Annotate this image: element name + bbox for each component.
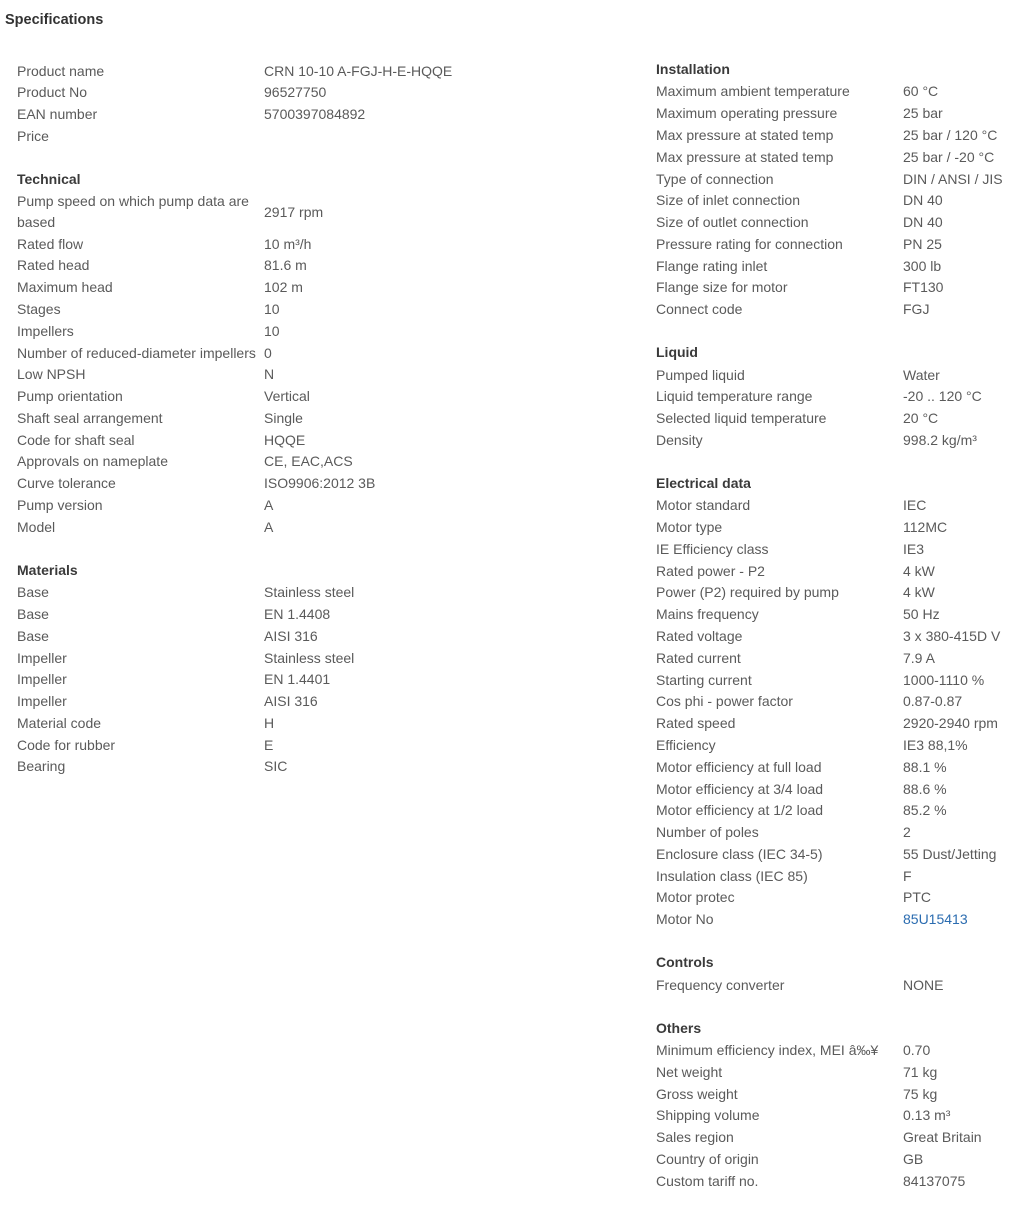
spec-label: Selected liquid temperature [656,410,827,427]
spec-value: 0.70 [903,1041,931,1058]
spec-label: Max pressure at stated temp [656,148,834,165]
spec-value: 25 bar / -20 °C [903,148,995,165]
spec-value: 55 Dust/Jetting [903,845,997,862]
spec-row [656,887,1031,909]
spec-row [656,974,1031,996]
spec-row [656,233,1031,255]
spec-label: IE Efficiency class [656,540,769,557]
spec-label: Flange rating inlet [656,257,768,274]
spec-value: Single [264,409,303,426]
spec-label: Motor efficiency at 3/4 load [656,780,824,797]
spec-label: Shipping volume [656,1107,760,1124]
spec-value: GB [903,1150,924,1167]
spec-row [656,277,1031,299]
spec-section-installation [656,59,1031,320]
spec-value: FGJ [903,301,930,318]
spec-row [656,1083,1031,1105]
spec-value: IEC [903,497,927,514]
spec-row [656,538,1031,560]
spec-row [17,603,617,625]
spec-label: Flange size for motor [656,279,788,296]
spec-row [17,364,617,386]
section-heading: Controls [656,954,714,971]
spec-section-materials [17,560,617,778]
spec-row [17,298,617,320]
spec-section-general [17,60,617,147]
spec-value: 10 m³/h [264,235,312,252]
spec-value: CE, EAC,ACS [264,453,353,470]
spec-value: 102 m [264,279,303,296]
spec-section-technical [17,169,617,538]
spec-value: 50 Hz [903,606,940,623]
spec-section-controls [656,952,1031,996]
spec-row [656,429,1031,451]
spec-row [656,386,1031,408]
spec-value: 112MC [903,519,948,536]
spec-row [656,865,1031,887]
spec-value: Stainless steel [264,584,355,601]
spec-label: Motor efficiency at 1/2 load [656,802,824,819]
spec-row [656,1061,1031,1083]
spec-value: 0 [264,344,272,361]
spec-row [17,104,617,126]
spec-value: 3 x 380-415D V [903,628,1001,645]
spec-value: Water [903,366,940,383]
spec-label: Maximum operating pressure [656,105,838,122]
spec-label: Shaft seal arrangement [17,409,163,426]
spec-row [656,495,1031,517]
spec-label: Base [17,584,49,601]
spec-label: Rated head [17,257,90,274]
spec-row [656,190,1031,212]
spec-value: 4 kW [903,584,935,601]
spec-label: Product No [17,84,88,101]
spec-row [656,1148,1031,1170]
spec-label: Rated speed [656,715,736,732]
section-heading: Technical [17,170,81,187]
spec-label: Starting current [656,671,752,688]
spec-label: Size of outlet connection [656,214,809,231]
spec-row [656,81,1031,103]
spec-row [656,691,1031,713]
spec-label: Motor protec [656,889,735,906]
spec-section-electrical-data [656,473,1031,930]
spec-value: E [264,736,274,753]
spec-label: Impeller [17,671,67,688]
spec-value: 0.87-0.87 [903,693,963,710]
spec-row [17,494,617,516]
spec-value: A [264,518,274,535]
spec-row [17,385,617,407]
spec-value: 96527750 [264,84,327,101]
spec-label: Low NPSH [17,366,86,383]
spec-value: EN 1.4408 [264,605,331,622]
spec-value: 88.6 % [903,780,947,797]
spec-value: DN 40 [903,214,943,231]
spec-label: Frequency converter [656,976,785,993]
spec-row [17,277,617,299]
spec-value: HQQE [264,431,306,448]
spec-label: Model [17,518,56,535]
spec-row [656,168,1031,190]
spec-value: 998.2 kg/m³ [903,431,977,448]
section-heading: Electrical data [656,474,751,491]
spec-label: Impeller [17,693,67,710]
spec-value: 20 °C [903,410,939,427]
spec-label: Impeller [17,649,67,666]
section-heading: Materials [17,561,78,578]
spec-row [656,516,1031,538]
spec-row [17,429,617,451]
spec-value: PTC [903,889,931,906]
spec-label: Efficiency [656,736,716,753]
spec-value: IE3 [903,540,925,557]
spec-row [656,734,1031,756]
spec-label: Stages [17,300,61,317]
page-title: Specifications [5,12,104,28]
spec-value: 1000-1110 % [903,671,985,688]
spec-label: Pump speed on which pump data are based [17,193,249,230]
spec-label: Curve tolerance [17,475,116,492]
motor-no-link[interactable]: 85U15413 [903,911,968,928]
spec-label: Maximum head [17,279,113,296]
spec-value: ISO9906:2012 3B [264,475,376,492]
spec-row [17,60,617,82]
spec-label: Pump version [17,497,103,514]
spec-label: Rated power - P2 [656,562,765,579]
spec-label: Max pressure at stated temp [656,127,834,143]
spec-value: 4 kW [903,562,935,579]
spec-value: AISI 316 [264,693,318,710]
spec-row [656,1105,1031,1127]
spec-label: Bearing [17,758,66,775]
spec-row [656,299,1031,321]
spec-label: Size of inlet connection [656,192,800,209]
spec-label: Minimum efficiency index, MEI â‰¥ [656,1041,879,1058]
spec-value: SIC [264,758,288,775]
spec-row [656,909,1031,931]
spec-row [17,191,617,233]
spec-row [17,582,617,604]
spec-label: Rated flow [17,235,84,252]
spec-row [656,582,1031,604]
spec-label: Motor type [656,519,723,536]
spec-row [17,342,617,364]
spec-label: Code for shaft seal [17,431,135,448]
spec-label: Country of origin [656,1150,759,1167]
spec-label: Density [656,431,703,448]
spec-label: Type of connection [656,170,774,187]
spec-label: Pumped liquid [656,366,745,383]
spec-row [17,473,617,495]
spec-label: Pump orientation [17,388,123,405]
spec-value: Stainless steel [264,649,355,666]
spec-row [656,756,1031,778]
spec-row [17,233,617,255]
spec-row [656,364,1031,386]
spec-row [17,712,617,734]
spec-value: Vertical [264,388,310,405]
spec-row [17,734,617,756]
spec-row [656,800,1031,822]
spec-value: EN 1.4401 [264,671,331,688]
spec-value: 2920-2940 rpm [903,715,998,732]
section-heading: Liquid [656,344,698,361]
spec-label: Base [17,605,49,622]
spec-label: Product name [17,62,105,79]
spec-label: Material code [17,714,102,731]
right-spec-column [656,59,1031,1214]
spec-value: 88.1 % [903,758,947,775]
spec-row [656,1039,1031,1061]
spec-row [656,1126,1031,1148]
spec-label: Cos phi - power factor [656,693,793,710]
spec-row [17,451,617,473]
spec-label: Net weight [656,1063,723,1080]
spec-value: DIN / ANSI / JIS [903,170,1003,187]
spec-label: Rated voltage [656,628,743,645]
spec-row [656,146,1031,168]
spec-row [17,690,617,712]
spec-value: 81.6 m [264,257,307,274]
spec-row [17,82,617,104]
spec-label: Maximum ambient temperature [656,83,850,100]
spec-label: Base [17,627,49,644]
spec-row [656,124,1031,146]
spec-label: Price [17,127,49,144]
spec-row [656,1170,1031,1192]
spec-row [17,516,617,538]
spec-label: Enclosure class (IEC 34-5) [656,845,823,862]
spec-row [17,255,617,277]
spec-row [17,625,617,647]
spec-value: A [264,497,274,514]
spec-value: F [903,867,912,884]
spec-row [656,843,1031,865]
spec-value: N [264,366,275,383]
spec-label: Motor efficiency at full load [656,758,822,775]
section-heading: Others [656,1019,702,1036]
spec-row [656,647,1031,669]
spec-label: Number of reduced-diameter impellers [17,344,256,361]
spec-value: 25 bar / 120 °C [903,127,998,143]
spec-value: 10 [264,300,280,317]
spec-value: 7.9 A [903,649,935,666]
spec-value: 0.13 m³ [903,1107,951,1124]
spec-row [17,407,617,429]
spec-value: CRN 10-10 A-FGJ-H-E-HQQE [264,62,453,79]
spec-label: Mains frequency [656,606,759,623]
spec-value: 75 kg [903,1085,938,1102]
spec-value: IE3 88,1% [903,736,968,753]
spec-label: Impellers [17,322,74,339]
spec-value: FT130 [903,279,944,296]
spec-value: 2917 rpm [264,203,324,220]
spec-label: Motor No [656,911,714,928]
spec-row [656,821,1031,843]
spec-row [17,125,617,147]
spec-row [656,669,1031,691]
spec-value: 84137075 [903,1172,966,1189]
spec-value: 10 [264,322,280,339]
spec-value: 5700397084892 [264,106,366,123]
left-spec-column [17,60,617,799]
spec-label: Rated current [656,649,741,666]
spec-value: 25 bar [903,105,943,122]
spec-label: Gross weight [656,1085,738,1102]
spec-row [656,560,1031,582]
spec-label: Number of poles [656,824,759,841]
spec-value: 85.2 % [903,802,947,819]
spec-value: AISI 316 [264,627,318,644]
spec-label: Power (P2) required by pump [656,584,839,601]
spec-row [656,713,1031,735]
spec-row [656,211,1031,233]
spec-value: 2 [903,824,911,841]
spec-row [17,647,617,669]
spec-label: Pressure rating for connection [656,235,843,252]
spec-label: Approvals on nameplate [17,453,168,470]
spec-value: 71 kg [903,1063,938,1080]
spec-section-others [656,1018,1031,1192]
spec-value: 60 °C [903,83,939,100]
spec-label: Sales region [656,1129,734,1146]
spec-label: Insulation class (IEC 85) [656,867,808,884]
spec-label: Code for rubber [17,736,116,753]
spec-value: PN 25 [903,235,942,252]
spec-label: Connect code [656,301,743,318]
spec-label: EAN number [17,106,98,123]
spec-label: Liquid temperature range [656,388,813,405]
spec-value: DN 40 [903,192,943,209]
spec-row [17,669,617,691]
spec-row [656,103,1031,125]
spec-value: NONE [903,976,944,993]
spec-row [656,408,1031,430]
spec-row [656,625,1031,647]
spec-value: Great Britain [903,1129,982,1146]
spec-label: Motor standard [656,497,751,514]
section-heading: Installation [656,61,730,77]
spec-value: -20 .. 120 °C [903,388,982,405]
spec-value: H [264,714,275,731]
spec-label: Custom tariff no. [656,1172,759,1189]
spec-row [17,756,617,778]
spec-row [656,255,1031,277]
spec-row [17,320,617,342]
spec-row [656,778,1031,800]
spec-value: 300 lb [903,257,942,274]
spec-row [656,604,1031,626]
spec-section-liquid [656,342,1031,451]
